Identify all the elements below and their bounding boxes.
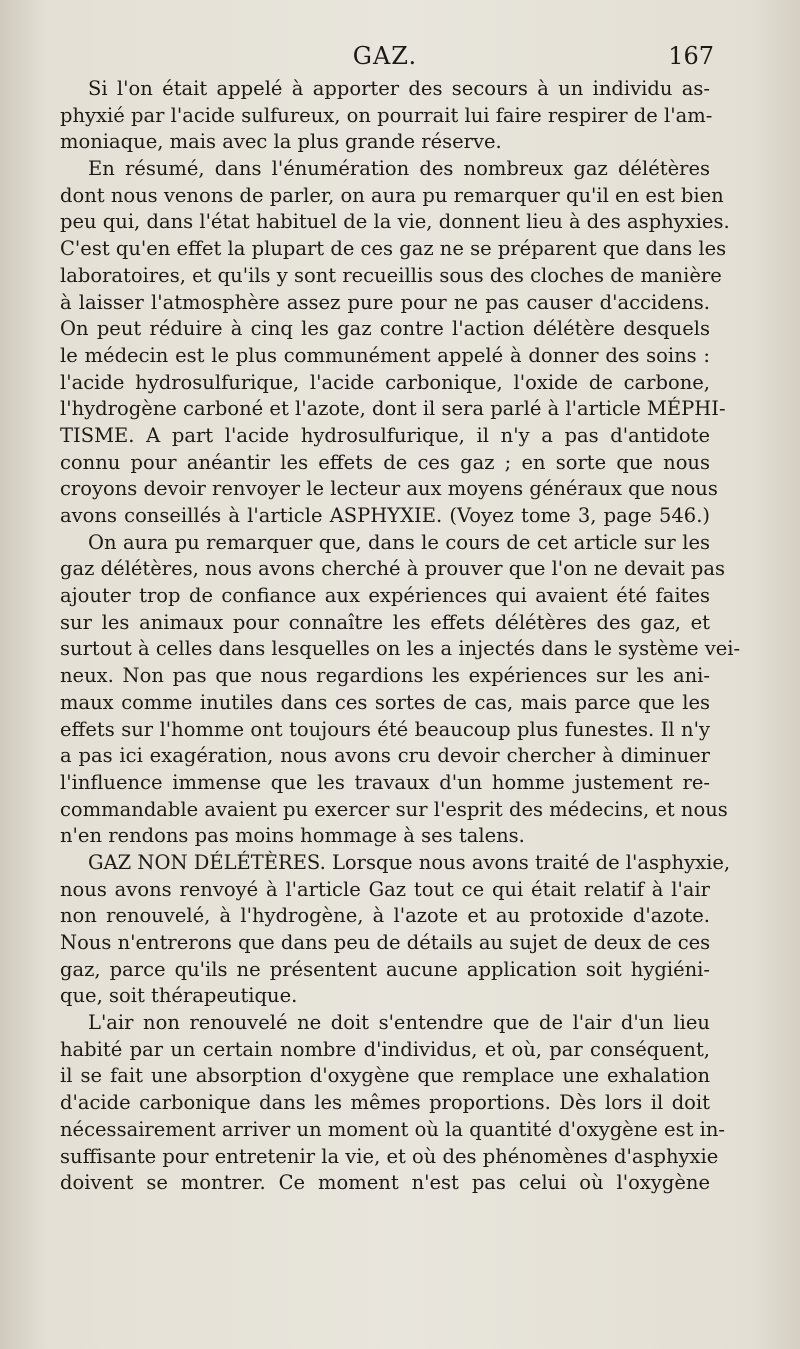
- text-line: doivent se montrer. Ce moment n'est pas celui où l'oxygène: [60, 1171, 710, 1195]
- page-number: 167: [668, 42, 714, 70]
- text-line: a pas ici exagération, nous avons cru devoir chercher à diminuer: [60, 744, 710, 768]
- text-line: gaz délétères, nous avons cherché à prouver que l'on ne devait pas: [60, 557, 726, 581]
- text-line: nous avons renvoyé à l'article Gaz tout ce qui était relatif à l'air: [60, 877, 710, 901]
- text-line: Si l'on était appelé à apporter des secours à un individu as-: [88, 77, 710, 100]
- text-line: n'en rendons pas moins hommage à ses talens.: [60, 824, 525, 848]
- text-line: phyxié par l'acide sulfureux, on pourrait lui faire respirer de l'am-: [60, 103, 713, 127]
- text-line: GAZ NON DÉLÉTÈRES. Lorsque nous avons traité de l'asphyxie,: [88, 850, 731, 874]
- text-line: commandable avaient pu exercer sur l'esprit des médecins, et nous: [60, 797, 728, 821]
- text-line: nécessairement arriver un moment où la quantité d'oxygène est in-: [60, 1117, 725, 1141]
- text-line: C'est qu'en effet la plupart de ces gaz ne se préparent que dans les: [60, 237, 727, 261]
- text-line: Nous n'entrerons que dans peu de détails au sujet de deux de ces: [60, 931, 711, 954]
- text-line: ajouter trop de confiance aux expériences qui avaient été faites: [60, 584, 710, 608]
- text-line: à laisser l'atmosphère assez pure pour ne pas causer d'accidens.: [60, 290, 710, 314]
- text-line: gaz, parce qu'ils ne présentent aucune application soit hygiéni-: [60, 957, 710, 981]
- text-line: surtout à celles dans lesquelles on les a injectés dans le système vei-: [60, 637, 741, 661]
- text-line: En résumé, dans l'énumération des nombreux gaz délétères: [88, 157, 710, 181]
- text-line: effets sur l'homme ont toujours été beaucoup plus funestes. Il n'y: [60, 717, 710, 741]
- text-line: avons conseillés à l'article ASPHYXIE. (Voyez tome 3, page 546.): [60, 504, 710, 527]
- text-line: croyons devoir renvoyer le lecteur aux moyens généraux que nous: [60, 477, 718, 501]
- text-line: neux. Non pas que nous regardions les expériences sur les ani-: [60, 664, 710, 688]
- text-line: le médecin est le plus communément appelé à donner des soins :: [60, 343, 710, 367]
- text-line: habité par un certain nombre d'individus, et où, par conséquent,: [60, 1037, 710, 1061]
- text-line: non renouvelé, à l'hydrogène, à l'azote et au protoxide d'azote.: [60, 904, 710, 928]
- text-line: TISME. A part l'acide hydrosulfurique, il n'y a pas d'antidote: [60, 423, 710, 447]
- text-line: l'hydrogène carboné et l'azote, dont il sera parlé à l'article MÉPHI-: [60, 397, 726, 421]
- text-line: maux comme inutiles dans ces sortes de cas, mais parce que les: [60, 690, 710, 714]
- text-line: que, soit thérapeutique.: [60, 984, 298, 1008]
- text-line: moniaque, mais avec la plus grande réserve.: [60, 130, 502, 154]
- text-line: dont nous venons de parler, on aura pu remarquer qu'il en est bien: [60, 183, 724, 207]
- text-line: sur les animaux pour connaître les effets délétères des gaz, et: [60, 610, 710, 634]
- body-text: [60, 76, 741, 1197]
- text-line: On peut réduire à cinq les gaz contre l'action délétère desquels: [60, 317, 710, 341]
- text-line: connu pour anéantir les effets de ces gaz ; en sorte que nous: [60, 450, 710, 474]
- text-line: l'acide hydrosulfurique, l'acide carbonique, l'oxide de carbone,: [60, 370, 710, 394]
- text-line: On aura pu remarquer que, dans le cours de cet article sur les: [88, 530, 710, 554]
- text-line: laboratoires, et qu'ils y sont recueillis sous des cloches de manière: [60, 263, 722, 287]
- running-title: GAZ.: [352, 42, 418, 70]
- text-line: peu qui, dans l'état habituel de la vie, donnent lieu à des asphyxies.: [60, 210, 730, 234]
- text-line: l'influence immense que les travaux d'un homme justement re-: [60, 770, 710, 794]
- text-line: suffisante pour entretenir la vie, et où des phénomènes d'asphyxie: [60, 1144, 719, 1168]
- text-line: d'acide carbonique dans les mêmes proportions. Dès lors il doit: [60, 1091, 710, 1115]
- text-line: il se fait une absorption d'oxygène que remplace une exhalation: [60, 1064, 710, 1088]
- text-line: L'air non renouvelé ne doit s'entendre que de l'air d'un lieu: [88, 1011, 710, 1035]
